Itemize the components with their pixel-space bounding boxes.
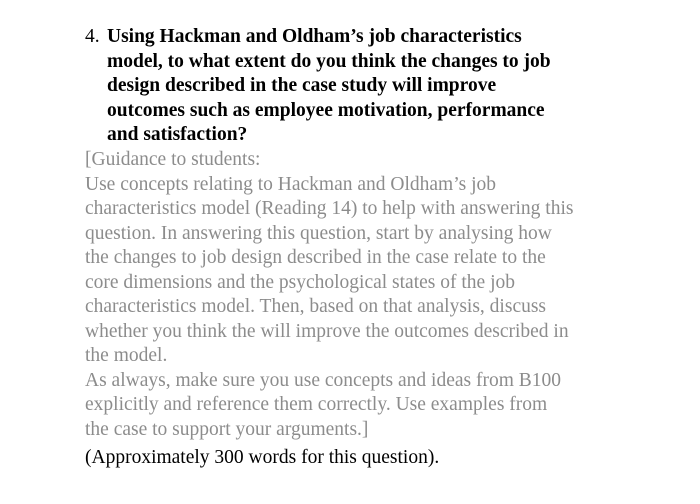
guidance-line: the case to support your arguments.] <box>85 418 369 440</box>
question-line: Using Hackman and Oldham’s job characteristics <box>107 26 522 47</box>
guidance-line: the changes to job design described in the case relate to the <box>85 247 546 268</box>
guidance-line: core dimensions and the psychological states of the job <box>85 271 515 293</box>
question-line: model, to what extent do you think the changes to job <box>107 50 551 72</box>
guidance-block <box>85 148 645 442</box>
question-text <box>107 25 655 148</box>
guidance-line: characteristics model (Reading 14) to help with answering this <box>85 198 574 219</box>
word-count-note: (Approximately 300 words for this question). <box>85 447 440 468</box>
guidance-line: As always, make sure you use concepts and ideas from B100 <box>85 369 562 391</box>
guidance-line: explicitly and reference them correctly. Use examples from <box>85 394 548 415</box>
question-block <box>85 25 655 148</box>
guidance-line: the model. <box>85 345 168 366</box>
guidance-line: question. In answering this question, start by analysing how <box>85 222 552 244</box>
guidance-line: whether you think the will improve the outcomes described in <box>85 320 569 342</box>
question-line: design described in the case study will improve <box>107 75 497 96</box>
guidance-line: [Guidance to students: <box>85 149 261 170</box>
guidance-line: Use concepts relating to Hackman and Oldham’s job <box>85 173 497 195</box>
guidance-line: characteristics model. Then, based on that analysis, discuss <box>85 296 547 317</box>
question-line: outcomes such as employee motivation, performance <box>107 99 545 121</box>
question-number: 4. <box>85 26 100 47</box>
question-line: and satisfaction? <box>107 124 248 145</box>
